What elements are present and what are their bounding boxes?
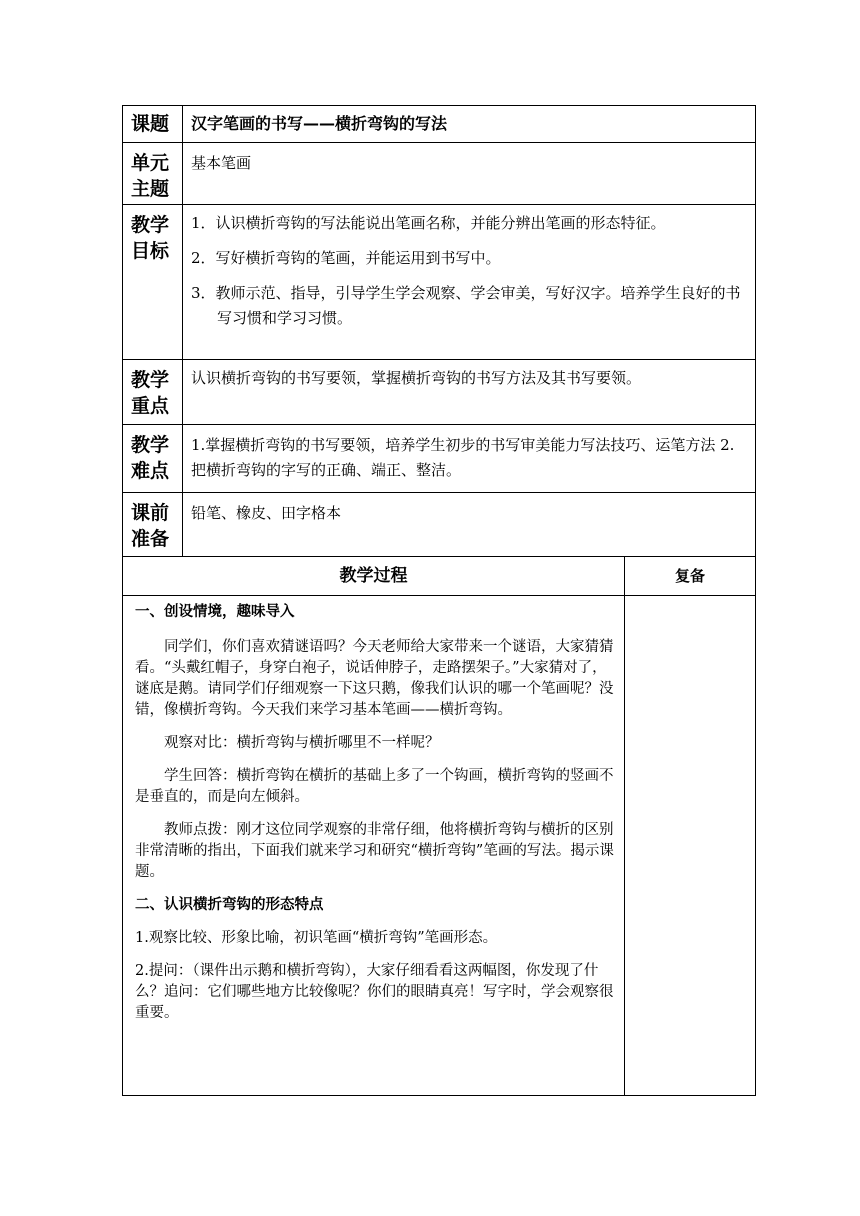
row-preparation bbox=[123, 493, 756, 557]
row-process-header bbox=[123, 557, 756, 596]
goal-item: 1．认识横折弯钩的写法能说出笔画名称，并能分辨出笔画的形态特征。 bbox=[191, 214, 666, 232]
label-difficulties: 教学难点 bbox=[123, 425, 183, 493]
label-preparation: 课前准备 bbox=[123, 493, 183, 557]
row-unit bbox=[123, 143, 756, 205]
paragraph: 2.提问：（课件出示鹅和横折弯钩），大家仔细看看这两幅图，你发现了什么？追问：它们哪些地方比较像呢？你们的眼睛真亮！写字时，学会观察很重要。 bbox=[135, 963, 614, 1021]
lesson-plan-table bbox=[122, 105, 756, 1096]
row-goals bbox=[123, 205, 756, 360]
paragraph: 观察对比：横折弯钩与横折哪里不一样呢？ bbox=[164, 735, 440, 751]
row-process-body bbox=[123, 596, 756, 1096]
value-preparation: 铅笔、橡皮、田字格本 bbox=[183, 493, 756, 557]
paragraph: 1.观察比较、形象比喻，初识笔画“横折弯钩”笔画形态。 bbox=[135, 930, 498, 946]
process-header: 教学过程 bbox=[123, 557, 625, 596]
label-title: 课题 bbox=[123, 106, 183, 143]
goal-item: 2．写好横折弯钩的笔画，并能运用到书写中。 bbox=[191, 249, 501, 267]
row-difficulties bbox=[123, 425, 756, 493]
section-heading: 二、认识横折弯钩的形态特点 bbox=[135, 897, 324, 913]
label-key-points: 教学重点 bbox=[123, 360, 183, 425]
label-goals: 教学目标 bbox=[123, 205, 183, 360]
value-difficulties: 1.掌握横折弯钩的书写要领，培养学生初步的书写审美能力写法技巧、运笔方法 2.把横折弯钩的字写的正确、端正、整洁。 bbox=[183, 425, 756, 493]
goal-item: 3．教师示范、指导，引导学生学会观察、学会审美，写好汉字。培养学生良好的书写习惯和学习习惯。 bbox=[191, 284, 741, 327]
row-key-points bbox=[123, 360, 756, 425]
section-heading: 一、创设情境，趣味导入 bbox=[135, 604, 295, 620]
paragraph: 学生回答：横折弯钩在横折的基础上多了一个钩画，横折弯钩的竖画不是垂直的，而是向左倾斜。 bbox=[135, 768, 614, 805]
paragraph: 教师点拨：刚才这位同学观察的非常仔细，他将横折弯钩与横折的区别非常清晰的指出，下面我们就来学习和研究“横折弯钩”笔画的写法。揭示课题。 bbox=[135, 822, 614, 880]
notes-column bbox=[625, 596, 756, 1096]
label-unit: 单元主题 bbox=[123, 143, 183, 205]
paragraph: 同学们，你们喜欢猜谜语吗？今天老师给大家带来一个谜语，大家猜猜看。“头戴红帽子，身穿白袍子，说话伸脖子，走路摆架子。”大家猜对了，谜底是鹅。请同学们仔细观察一下这只鹅，像我们认识的哪一个笔画呢？没错，像横折弯钩。今天我们来学习基本笔画——横折弯钩。 bbox=[135, 639, 614, 718]
value-goals bbox=[183, 205, 756, 360]
row-title bbox=[123, 106, 756, 143]
process-body bbox=[123, 596, 625, 1096]
notes-header: 复备 bbox=[625, 557, 756, 596]
value-key-points: 认识横折弯钩的书写要领，掌握横折弯钩的书写方法及其书写要领。 bbox=[183, 360, 756, 425]
value-unit: 基本笔画 bbox=[183, 143, 756, 205]
value-title: 汉字笔画的书写——横折弯钩的写法 bbox=[183, 106, 756, 143]
lesson-plan-sheet bbox=[122, 105, 755, 1096]
